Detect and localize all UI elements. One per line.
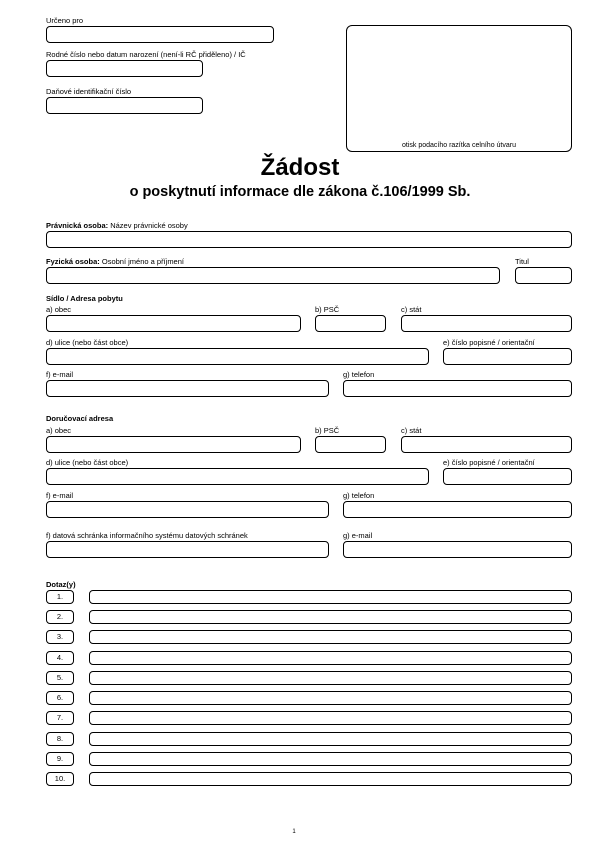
sidlo-psc-label: b) PSČ — [315, 305, 340, 314]
stamp-box — [346, 25, 572, 152]
sidlo-email-label: f) e-mail — [46, 370, 74, 379]
dor-cislo-label: e) číslo popisné / orientační — [443, 458, 535, 467]
sidlo-stat-label: c) stát — [401, 305, 422, 314]
dotaz-field[interactable] — [89, 590, 572, 604]
sidlo-email-field[interactable] — [46, 380, 329, 397]
sidlo-obec-field[interactable] — [46, 315, 301, 332]
dotaz-field[interactable] — [89, 732, 572, 746]
pravnicka-osoba-label: Právnická osoba: Název právnické osoby — [46, 221, 188, 230]
dotaz-field[interactable] — [89, 691, 572, 705]
dotaz-number: 8. — [46, 732, 74, 746]
dor-psc-label: b) PSČ — [315, 426, 340, 435]
dotazy-heading: Dotaz(y) — [46, 580, 76, 589]
sidlo-telefon-field[interactable] — [343, 380, 572, 397]
sidlo-ulice-label: d) ulice (nebo část obce) — [46, 338, 129, 347]
sidlo-psc-field[interactable] — [315, 315, 386, 332]
dor-email-label: f) e-mail — [46, 491, 74, 500]
dor-obec-field[interactable] — [46, 436, 301, 453]
urceno-pro-label: Určeno pro — [46, 16, 84, 25]
dotaz-field[interactable] — [89, 772, 572, 786]
dotaz-number: 1. — [46, 590, 74, 604]
dic-field[interactable] — [46, 97, 203, 114]
dor-cislo-field[interactable] — [443, 468, 572, 485]
dotaz-number: 2. — [46, 610, 74, 624]
dotaz-number: 6. — [46, 691, 74, 705]
datova-schranka-label: f) datová schránka informačního systému datových schránek — [46, 531, 248, 540]
sidlo-heading: Sídlo / Adresa pobytu — [46, 294, 123, 303]
stamp-label: otisk podacího razítka celního útvaru — [401, 142, 516, 149]
page-title: Žádost — [260, 154, 340, 181]
sidlo-stat-field[interactable] — [401, 315, 572, 332]
dor-ulice-field[interactable] — [46, 468, 429, 485]
titul-field[interactable] — [515, 267, 572, 284]
dor-psc-field[interactable] — [315, 436, 386, 453]
dor-obec-label: a) obec — [46, 426, 72, 435]
datova-schranka-field[interactable] — [46, 541, 329, 558]
pravnicka-osoba-field[interactable] — [46, 231, 572, 248]
dotaz-number: 9. — [46, 752, 74, 766]
sidlo-cislo-label: e) číslo popisné / orientační — [443, 338, 535, 347]
dotaz-field[interactable] — [89, 752, 572, 766]
dotaz-field[interactable] — [89, 711, 572, 725]
dor-email2-label: g) e-mail — [343, 531, 373, 540]
dor-telefon-label: g) telefon — [343, 491, 375, 500]
dotaz-field[interactable] — [89, 651, 572, 665]
dorucovaci-heading: Doručovací adresa — [46, 414, 114, 423]
dor-email2-field[interactable] — [343, 541, 572, 558]
dotaz-number: 10. — [46, 772, 74, 786]
dotaz-number: 4. — [46, 651, 74, 665]
dic-label: Daňové identifikační číslo — [46, 87, 132, 96]
dotaz-number: 7. — [46, 711, 74, 725]
dor-email-field[interactable] — [46, 501, 329, 518]
dotaz-field[interactable] — [89, 630, 572, 644]
dotaz-field[interactable] — [89, 671, 572, 685]
dotaz-field[interactable] — [89, 610, 572, 624]
fyzicka-osoba-field[interactable] — [46, 267, 500, 284]
rodne-cislo-field[interactable] — [46, 60, 203, 77]
dor-ulice-label: d) ulice (nebo část obce) — [46, 458, 129, 467]
page-number: 1 — [292, 829, 296, 835]
sidlo-cislo-field[interactable] — [443, 348, 572, 365]
fyzicka-osoba-label: Fyzická osoba: Osobní jméno a příjmení — [46, 257, 184, 266]
sidlo-telefon-label: g) telefon — [343, 370, 375, 379]
dotaz-number: 3. — [46, 630, 74, 644]
urceno-pro-field[interactable] — [46, 26, 274, 43]
sidlo-ulice-field[interactable] — [46, 348, 429, 365]
dor-telefon-field[interactable] — [343, 501, 572, 518]
page-subtitle: o poskytnutí informace dle zákona č.106/1999 Sb. — [129, 184, 471, 200]
dor-stat-label: c) stát — [401, 426, 422, 435]
dor-stat-field[interactable] — [401, 436, 572, 453]
dotaz-number: 5. — [46, 671, 74, 685]
sidlo-obec-label: a) obec — [46, 305, 72, 314]
titul-label: Titul — [515, 257, 529, 266]
rodne-cislo-label: Rodné číslo nebo datum narození (není-li RČ přiděleno) / IČ — [46, 50, 246, 59]
